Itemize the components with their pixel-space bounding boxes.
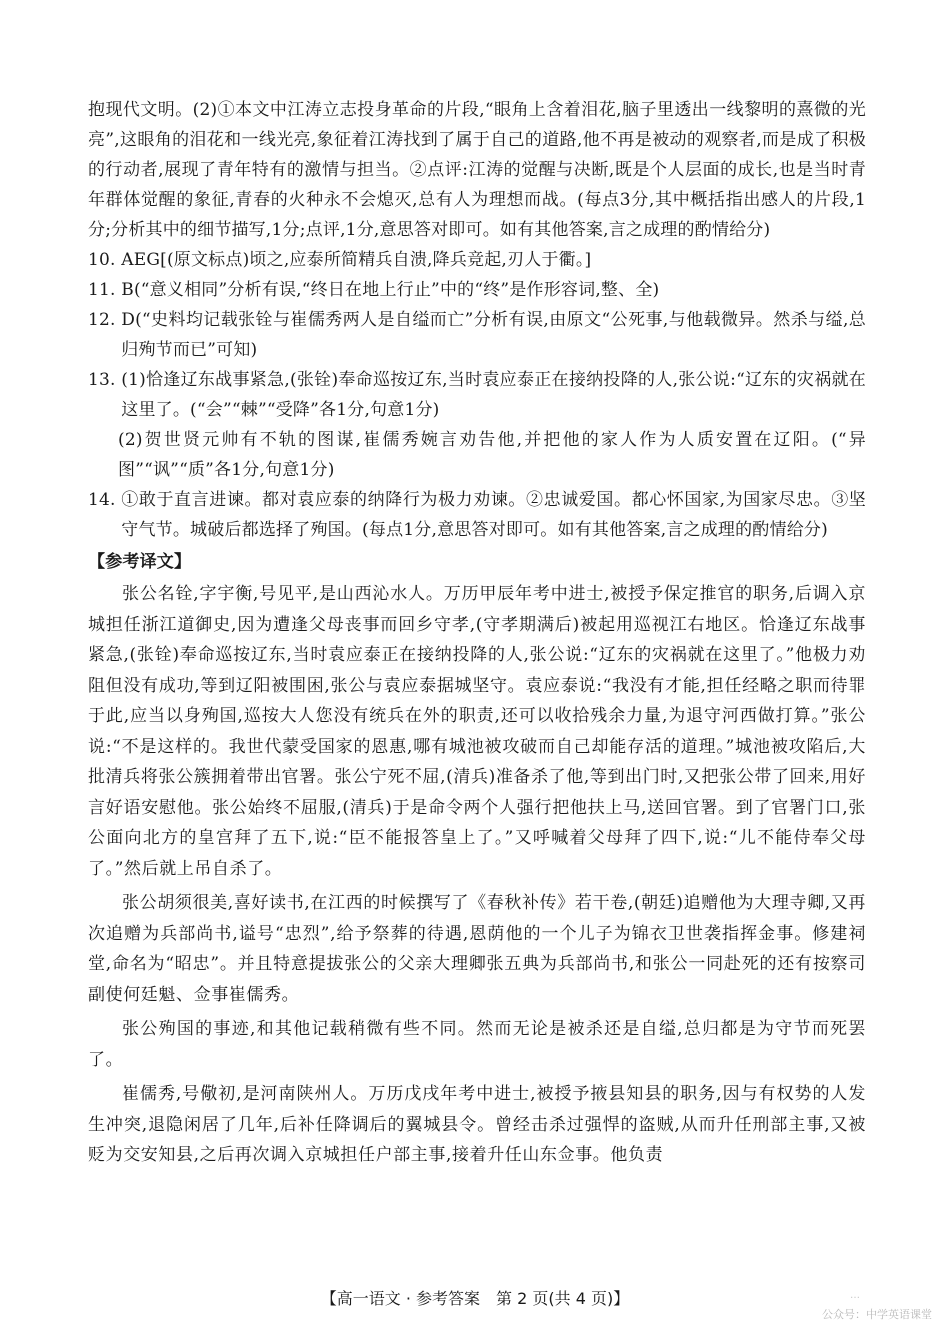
answer-text: (1)恰逢辽东战事紧急,(张铨)奉命巡按辽东,当时袁应泰正在接纳投降的人,张公说:“辽东的灾祸就在这里了。(“会”“棘”“受降”各1分,句意1分) [121,370,866,420]
answer-text: AEG[(原文标点)顷之,应泰所简精兵自溃,降兵竞起,刃人于衢。] [121,250,592,270]
answer-text: D(“史料均记载张铨与崔儒秀两人是自缢而亡”分析有误,由原文“公死事,与他载微异。然杀与缢,总归殉节而已”可知) [121,310,866,360]
answer-12 [88,305,866,365]
answer-14 [88,485,866,545]
translation-paragraph: 张公殉国的事迹,和其他记载稍微有些不同。然而无论是被杀还是自缢,总归都是为守节而死罢了。 [88,1019,866,1070]
watermark: 公众号：中学英语课堂 [822,1308,932,1321]
answer-number: 12. [88,310,122,330]
translation-paragraph: 张公胡须很美,喜好读书,在江西的时候撰写了《春秋补传》若干卷,(朝廷)追赠他为大理寺卿,又再次追赠为兵部尚书,谥号“忠烈”,给予祭葬的待遇,恩荫他的一个儿子为锦衣卫世袭指挥金事。修建祠堂,命名为“昭忠”。并且特意提拔张公的父亲大理卿张五典为兵部尚书,和张公一同赴死的还有按察司副使何廷魁、佥事崔儒秀。 [88,893,866,1005]
page-footer: 【高一语文 · 参考答案 第 2 页(共 4 页)】 [320,1289,630,1308]
translation-heading: 【参考译文】 [88,552,192,572]
answer-9-continuation: 抱现代文明。(2)①本文中江涛立志投身革命的片段,“眼角上含着泪花,脑子里透出一线黎明的熹微的光亮”,这眼角的泪花和一线光亮,象征着江涛找到了属于自己的道路,他不再是被动的观察者,而是成了积极的行动者,展现了青年特有的激情与担当。②点评:江涛的觉醒与决断,既是个人层面的成长,也是当时青年群体觉醒的象征,青春的火种永不会熄灭,总有人为理想而战。(每点3分,其中概括指出感人的片段,1分;分析其中的细节描写,1分;点评,1分,意思答对即可。如有其他答案,言之成理的酌情给分) [88,100,866,240]
footer-ellipsis: … [850,1290,860,1301]
answer-text: ①敢于直言进谏。都对袁应泰的纳降行为极力劝谏。②忠诚爱国。都心怀国家,为国家尽忠。③坚守气节。城破后都选择了殉国。(每点1分,意思答对即可。如有其他答案,言之成理的酌情给分) [121,490,866,540]
answer-13 [88,365,866,425]
answer-number: 14. [88,490,122,510]
page-body [88,95,866,1171]
answer-11 [88,275,866,305]
answer-10 [88,245,866,275]
answer-13-part-2: (2)贺世贤元帅有不轨的图谋,崔儒秀婉言劝告他,并把他的家人作为人质安置在辽阳。(“异图”“讽”“质”各1分,句意1分) [118,430,866,480]
translation-paragraph: 崔儒秀,号儆初,是河南陕州人。万历戊戌年考中进士,被授予掖县知县的职务,因与有权势的人发生冲突,退隐闲居了几年,后补任降调后的翼城县令。曾经击杀过强悍的盗贼,从而升任刑部主事,又被贬为交安知县,之后再次调入京城担任户部主事,接着升任山东佥事。他负责 [88,1084,866,1165]
answer-number: 11. [88,280,122,300]
answer-number: 13. [88,370,122,390]
translation-paragraph: 张公名铨,字宇衡,号见平,是山西沁水人。万历甲辰年考中进士,被授予保定推官的职务,后调入京城担任浙江道御史,因为遭逢父母丧事而回乡守孝,(守孝期满后)被起用巡视江右地区。恰逢辽东战事紧急,(张铨)奉命巡按辽东,当时袁应泰正在接纳投降的人,张公说:“辽东的灾祸就在这里了。”他极力劝阻但没有成功,等到辽阳被围困,张公与袁应泰据城坚守。袁应泰说:“我没有才能,担任经略之职而待罪于此,应当以身殉国,巡按大人您没有统兵在外的职责,还可以收拾残余力量,为退守河西做打算。”张公说:“不是这样的。我世代蒙受国家的恩惠,哪有城池被攻破而自己却能存活的道理。”城池被攻陷后,大批清兵将张公簇拥着带出官署。张公宁死不屈,(清兵)准备杀了他,等到出门时,又把张公带了回来,用好言好语安慰他。张公始终不屈服,(清兵)于是命令两个人强行把他扶上马,送回官署。到了官署门口,张公面向北方的皇宫拜了五下,说:“臣不能报答皇上了。”又呼喊着父母拜了四下,说:“儿不能侍奉父母了。”然后就上吊自杀了。 [88,584,866,879]
answer-number: 10. [88,250,122,270]
answer-text: B(“意义相同”分析有误,“终日在地上行止”中的“终”是作形容词,整、全) [121,280,660,300]
